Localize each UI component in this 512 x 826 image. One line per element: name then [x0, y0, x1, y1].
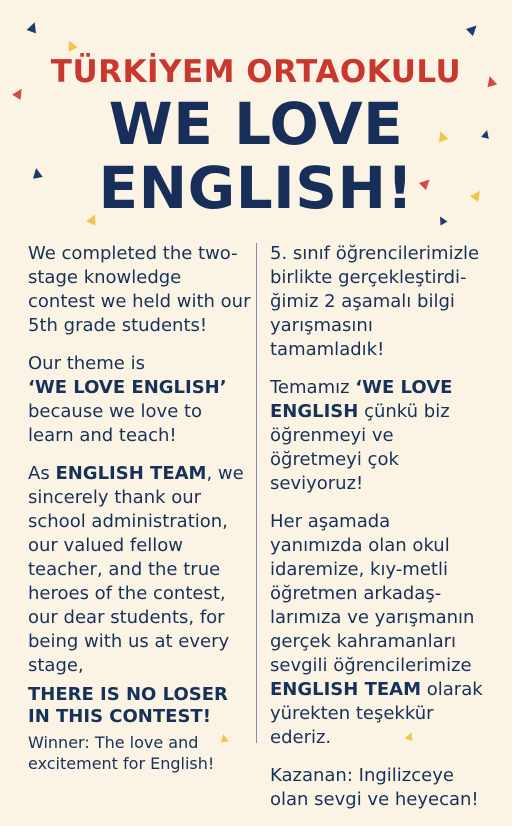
turkish-column [270, 242, 485, 826]
school-name: TÜRKİYEM ORTAOKULU [50, 54, 462, 90]
right-paragraph-1: 5. sınıf öğrencilerimizle birlikte gerçekleştirdi-ğimiz 2 aşamalı bilgi yarışmasını tamamladık! [270, 243, 480, 360]
left-closing-statement: THERE IS NO LOSER IN THIS CONTEST! [28, 684, 228, 727]
left-thanks-lead: As [28, 463, 50, 484]
confetti-piece [466, 22, 480, 36]
left-paragraph-1: We completed the two-stage knowledge contest we held with our 5th grade students! [28, 243, 251, 336]
right-theme-quote: ‘WE LOVE ENGLISH [270, 377, 453, 422]
right-winner-text: Kazanan: Ingilizceye olan sevgi ve heyecan! [270, 765, 479, 810]
headline-line-1: WE LOVE [108, 90, 404, 158]
english-column [28, 242, 253, 788]
left-paragraph-2 [28, 352, 253, 448]
headline-line-2: ENGLISH! [98, 154, 414, 222]
right-thanks-tail: olarak yürekten teşekkür ederiz. [270, 679, 483, 748]
left-theme-quote: ‘WE LOVE ENGLISH’ [28, 377, 227, 398]
right-theme-tail: çünkü biz öğrenmeyi ve öğretmeyi çok seviyoruz! [270, 401, 450, 494]
poster-headline [0, 92, 512, 220]
right-thanks-team: ENGLISH TEAM [270, 679, 422, 700]
right-paragraph-3 [270, 510, 485, 750]
right-thanks-body: Her aşamada yanımızda olan okul idaremize, kıy-metli öğretmen arkadaş-larımıza ve yarışmanın gerçek kahramanları sevgili öğrencilerimize [270, 511, 475, 676]
left-theme-tail: because we love to learn and teach! [28, 401, 203, 446]
right-theme-lead: Temamız [270, 377, 350, 398]
left-paragraph-3 [28, 462, 253, 678]
left-theme-lead: Our theme is [28, 353, 145, 374]
confetti-piece [27, 21, 40, 34]
confetti-piece [64, 38, 77, 51]
left-thanks-body: , we sincerely thank our school administration, our valued fellow teacher, and the true heroes of the contest, our dear students, for being with us at every stage, [28, 463, 244, 676]
left-thanks-team: ENGLISH TEAM [55, 463, 207, 484]
left-winner-text: Winner: The love and excitement for English! [28, 733, 215, 773]
right-paragraph-2 [270, 376, 485, 496]
column-divider [256, 243, 257, 743]
